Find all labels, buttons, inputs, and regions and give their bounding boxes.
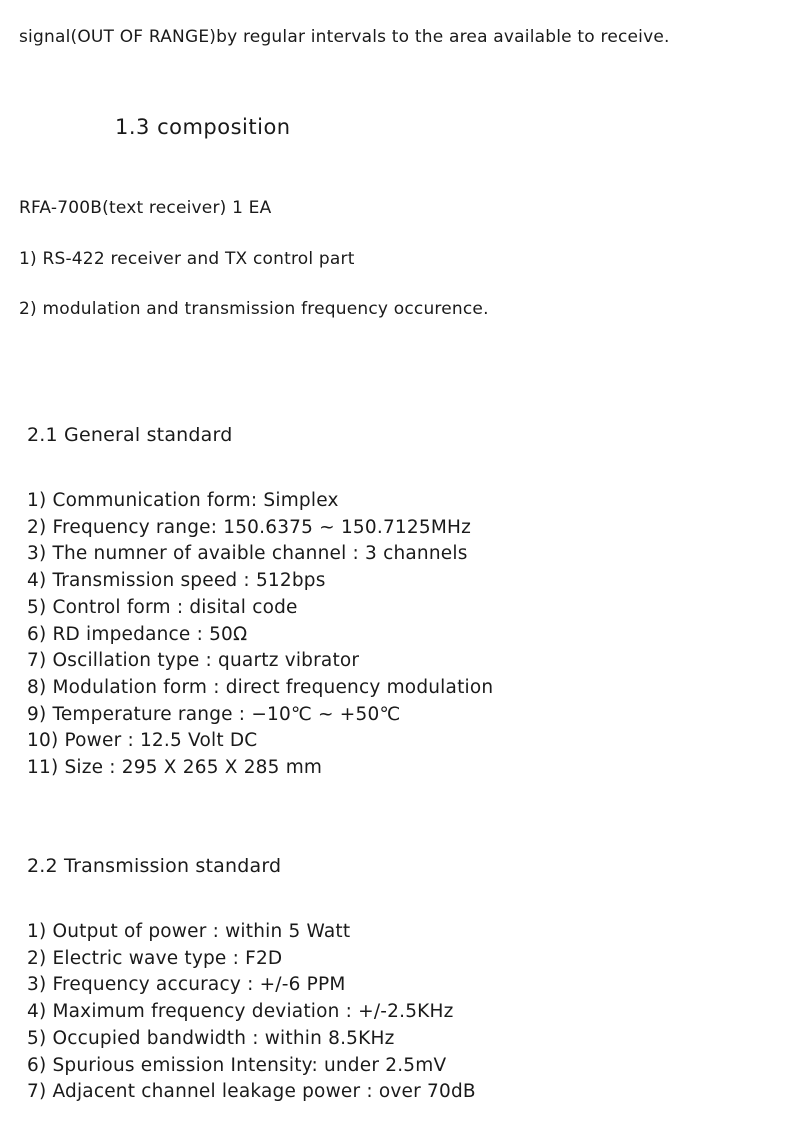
composition-line: 1) RS-422 receiver and TX control part [19,249,355,269]
list-item: 6) Spurious emission Intensity: under 2.5mV [27,1054,447,1076]
composition-heading: 1.3 composition [115,115,291,139]
list-item: 1) Communication form: Simplex [27,490,339,511]
composition-line: 2) modulation and transmission frequency occurence. [19,299,489,319]
list-item: 3) The numner of avaible channel : 3 channels [27,543,468,565]
list-item: 3) Frequency accuracy : +/-6 PPM [27,974,346,996]
list-item: 11) Size : 295 X 265 X 285 mm [27,757,323,779]
transmission-standard-list [27,919,476,1106]
composition-line: RFA-700B(text receiver) 1 EA [19,198,272,218]
list-item: 5) Occupied bandwidth : within 8.5KHz [27,1027,395,1049]
general-standard-heading: 2.1 General standard [27,424,233,446]
list-item: 6) RD impedance : 50Ω [27,623,248,645]
list-item: 7) Adjacent channel leakage power : over 70dB [27,1081,476,1103]
list-item: 10) Power : 12.5 Volt DC [27,730,258,752]
transmission-standard-heading: 2.2 Transmission standard [27,855,282,877]
general-standard-list [27,488,493,782]
list-item: 5) Control form : disital code [27,596,298,618]
list-item: 7) Oscillation type : quartz vibrator [27,650,360,672]
list-item: 2) Electric wave type : F2D [27,947,283,969]
list-item: 4) Transmission speed : 512bps [27,570,326,592]
intro-text: signal(OUT OF RANGE)by regular intervals to the area available to receive. [19,27,670,47]
list-item: 9) Temperature range : −10℃ ~ +50℃ [27,703,401,725]
list-item: 2) Frequency range: 150.6375 ~ 150.7125MHz [27,516,472,538]
list-item: 4) Maximum frequency deviation : +/-2.5KHz [27,1001,454,1023]
list-item: 8) Modulation form : direct frequency modulation [27,676,494,698]
list-item: 1) Output of power : within 5 Watt [27,921,351,942]
